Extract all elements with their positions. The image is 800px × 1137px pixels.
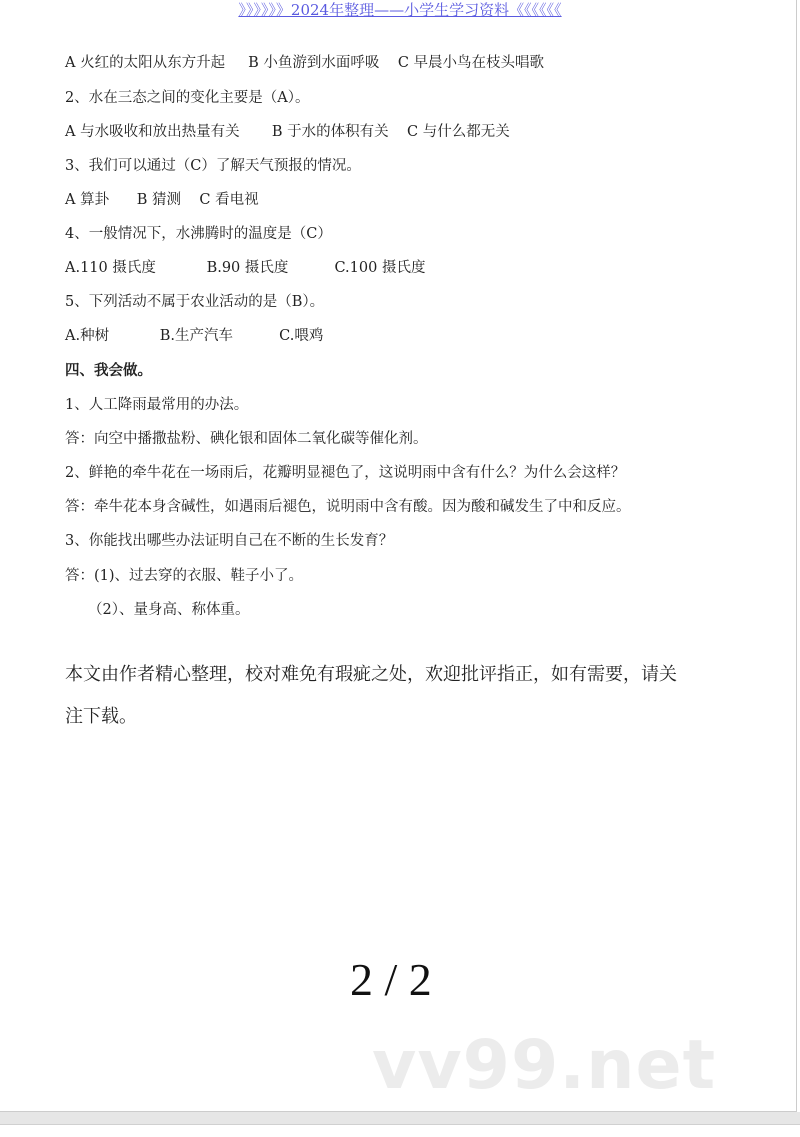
footer-note-line: 本文由作者精心整理，校对难免有瑕疵之处，欢迎批评指正，如有需要，请关 [65,664,677,685]
section-heading: 四、我会做。 [65,362,152,379]
text-line: A 与水吸收和放出热量有关 B 于水的体积有关 C 与什么都无关 [65,124,510,140]
text-line: 4、一般情况下，水沸腾时的温度是（C） [65,226,332,242]
text-line: 答：牵牛花本身含碱性，如遇雨后褪色，说明雨中含有酸。因为酸和碱发生了中和反应。 [65,499,631,515]
text-line: A.种树 B.生产汽车 C.喂鸡 [65,328,324,344]
footer-note-line: 注下载。 [65,706,137,727]
text-line: A 火红的太阳从东方升起 B 小鱼游到水面呼吸 C 早晨小鸟在枝头唱歌 [65,55,545,71]
text-line: 1、人工降雨最常用的办法。 [65,397,249,413]
watermark: vv99.net [372,1026,717,1105]
text-line: A.110 摄氏度 B.90 摄氏度 C.100 摄氏度 [65,260,426,276]
page-separator [0,1112,800,1125]
text-line: 5、下列活动不属于农业活动的是（B）。 [65,294,325,310]
text-line: A 算卦 B 猜测 C 看电视 [65,192,259,208]
text-line: 答：(1)、过去穿的衣服、鞋子小了。 [65,568,304,584]
text-line: 3、你能找出哪些办法证明自己在不断的生长发育？ [65,533,394,549]
text-line: 答：向空中播撒盐粉、碘化银和固体二氧化碳等催化剂。 [65,431,428,447]
text-line: 2、鲜艳的牵牛花在一场雨后，花瓣明显褪色了，这说明雨中含有什么？为什么会这样？ [65,465,626,481]
text-line: 2、水在三态之间的变化主要是（A）。 [65,90,310,106]
text-line: 3、我们可以通过（C）了解天气预报的情况。 [65,158,361,174]
header-link[interactable]: 》》》》》》2024年整理——小学生学习资料《《《《《《 [238,1,562,19]
text-line: （2）、量身高、称体重。 [65,602,250,618]
page-number: 2 / 2 [350,954,432,1005]
